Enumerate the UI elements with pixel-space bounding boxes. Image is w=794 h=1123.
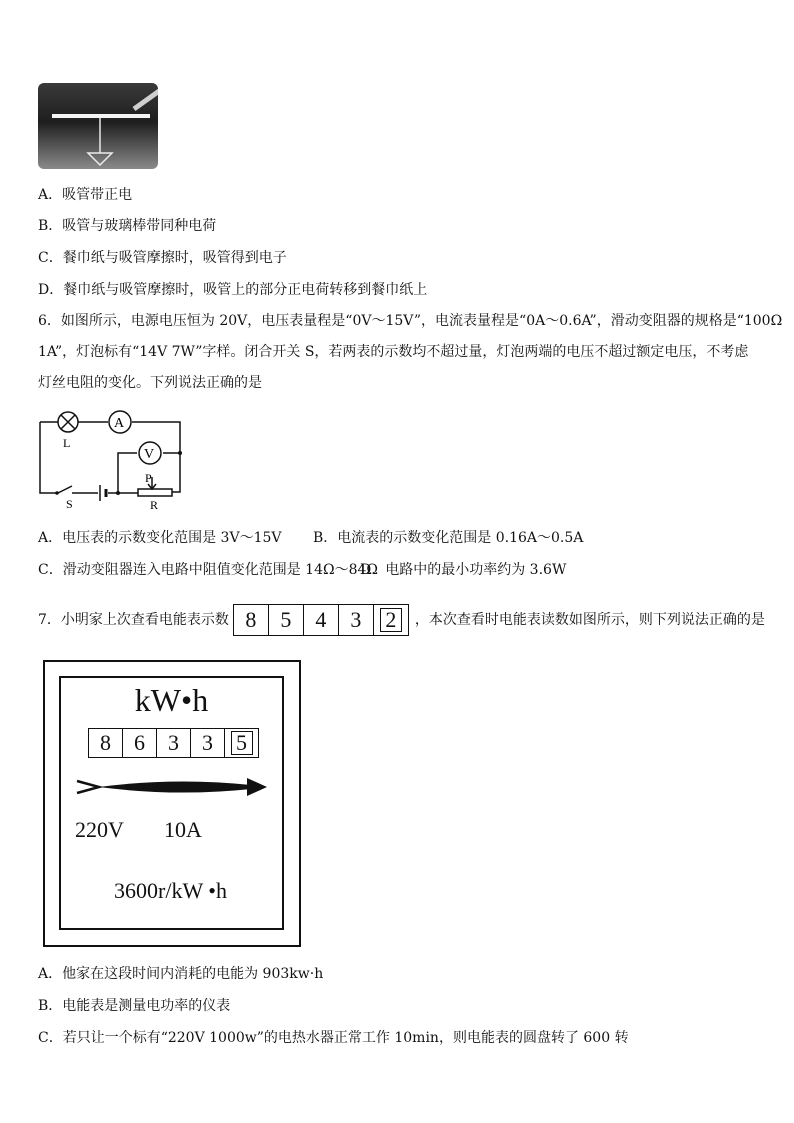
q6-option-a: A．电压表的示数变化范围是 3V～15V xyxy=(38,530,282,546)
q7-option-b: B．电能表是测量电功率的仪表 xyxy=(38,998,231,1014)
q6-option-b: B．电流表的示数变化范围是 0.16A～0.5A xyxy=(313,530,584,546)
current-reading-digits xyxy=(88,728,259,758)
switch-symbol xyxy=(55,486,72,495)
switch-label: S xyxy=(66,497,73,511)
slider-label: P xyxy=(145,471,152,485)
previous-decimal-digit-value: 2 xyxy=(380,608,402,632)
q5-option-b: B．吸管与玻璃棒带同种电荷 xyxy=(38,218,217,234)
glass-rod-mark xyxy=(134,89,158,109)
q6-option-c: C．滑动变阻器连入电路中阻值变化范围是 14Ω～84Ω xyxy=(38,562,379,578)
q7-stem-suffix: ，本次查看时电能表读数如图所示，则下列说法正确的是 xyxy=(414,612,765,628)
previous-digit: 3 xyxy=(339,605,374,635)
rheostat-label: R xyxy=(150,498,159,512)
meter-unit: kW•h xyxy=(134,682,209,718)
q5-option-d: D．餐巾纸与吸管摩擦时，吸管上的部分正电荷转移到餐巾纸上 xyxy=(38,282,428,298)
meter-digit: 8 xyxy=(89,729,123,757)
meter-digit: 3 xyxy=(157,729,191,757)
meter-current: 10A xyxy=(164,817,202,842)
meter-digit: 3 xyxy=(191,729,225,757)
lamp-symbol xyxy=(58,412,78,432)
energy-meter xyxy=(43,660,301,947)
lamp-label: L xyxy=(63,436,71,450)
meter-decimal-digit-value: 5 xyxy=(231,731,253,755)
previous-digit: 8 xyxy=(234,605,269,635)
rotation-arrow-icon xyxy=(75,774,270,800)
meter-voltage: 220V xyxy=(75,817,124,842)
q5-option-c: C．餐巾纸与吸管摩擦时，吸管得到电子 xyxy=(38,250,287,266)
q6-stem-line2: 1A”，灯泡标有“14V 7W”字样。闭合开关 S，若两表的示数均不超过量，灯泡两端的电压不超过额定电压，不考虑 xyxy=(38,344,749,360)
previous-digit: 5 xyxy=(269,605,304,635)
meter-decimal-digit xyxy=(225,729,258,757)
previous-reading-digits xyxy=(233,604,409,636)
q6-stem-line3: 灯丝电阻的变化。下列说法正确的是 xyxy=(38,375,262,391)
previous-digit: 4 xyxy=(304,605,339,635)
energy-meter-face xyxy=(59,676,284,930)
previous-decimal-digit xyxy=(374,605,408,635)
straw-photo-drawing xyxy=(38,83,158,169)
q7-stem xyxy=(38,604,765,636)
q5-option-a: A．吸管带正电 xyxy=(38,187,133,203)
q7-option-c: C．若只让一个标有“220V 1000w”的电热水器正常工作 10min，则电能表的圆盘转了 600 转 xyxy=(38,1030,629,1046)
voltmeter-label: V xyxy=(144,447,155,462)
q7-stem-prefix: 7．小明家上次查看电能表示数 xyxy=(38,612,229,628)
stand-base-mark xyxy=(88,153,112,165)
rheostat-symbol xyxy=(138,489,172,496)
ammeter-label: A xyxy=(114,416,125,431)
meter-constant: 3600r/kW •h xyxy=(114,878,228,903)
battery-symbol xyxy=(100,485,106,501)
q6-option-d: D．电路中的最小功率约为 3.6W xyxy=(360,562,567,578)
straw-glass-rod-photo xyxy=(38,83,158,169)
q7-option-a: A．他家在这段时间内消耗的电能为 903kw·h xyxy=(38,966,324,982)
q6-circuit-diagram xyxy=(30,405,195,515)
q6-stem-line1: 6．如图所示，电源电压恒为 20V，电压表量程是“0V～15V”，电流表量程是“0A～0.6A”，滑动变阻器的规格是“100Ω xyxy=(38,313,783,329)
meter-digit: 6 xyxy=(123,729,157,757)
